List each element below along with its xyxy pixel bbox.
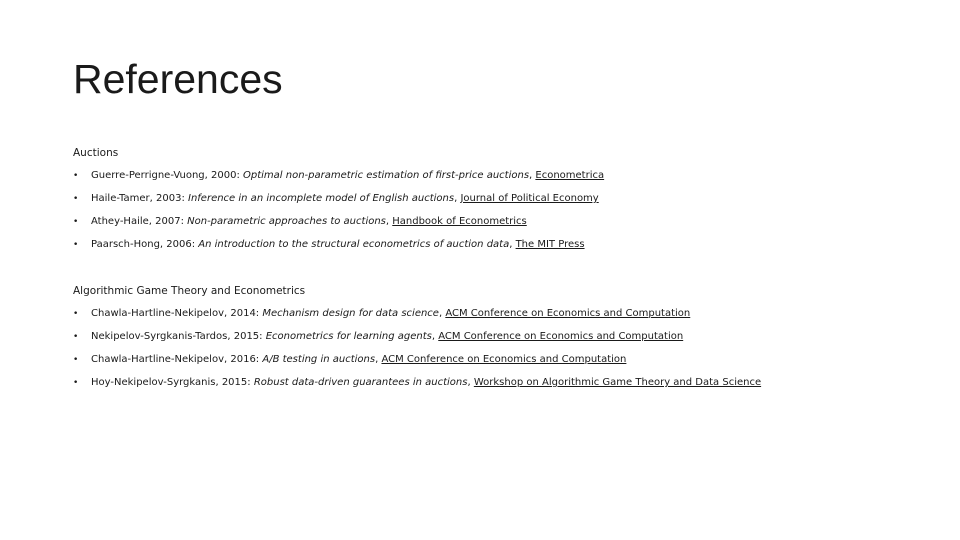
reference-authors: Hoy-Nekipelov-Syrgkanis, 2015: [91,377,254,388]
section-heading-auctions: Auctions [73,147,119,159]
reference-separator: , [438,308,446,319]
reference-venue-link[interactable]: ACM Conference on Economics and Computation [381,354,627,365]
reference-text [91,307,690,321]
bullet-icon: • [73,171,79,181]
reference-text [91,215,527,229]
reference-venue-link[interactable]: ACM Conference on Economics and Computation [445,308,691,319]
reference-authors: Chawla-Hartline-Nekipelov, 2014: [91,308,263,319]
reference-title: A/B testing in auctions [262,354,376,365]
reference-venue-link[interactable]: ACM Conference on Economics and Computation [438,331,684,342]
reference-text [91,192,599,206]
reference-venue-link[interactable]: Handbook of Econometrics [392,216,527,227]
bullet-icon: • [73,355,79,365]
reference-title: Robust data-driven guarantees in auctions [253,377,468,388]
reference-separator: , [431,331,439,342]
slide-title: References [73,56,283,102]
reference-text [91,330,683,344]
reference-separator: , [529,170,536,181]
reference-separator: , [467,377,474,388]
reference-title: Inference in an incomplete model of English auctions [188,193,455,204]
reference-venue-link[interactable]: Econometrica [535,170,605,181]
bullet-icon: • [73,378,79,388]
reference-venue-link[interactable]: Journal of Political Economy [460,193,599,204]
reference-separator: , [454,193,461,204]
reference-venue-link[interactable]: The MIT Press [515,239,585,250]
reference-title: An introduction to the structural econometrics of auction data [198,239,510,250]
reference-title: Optimal non-parametric estimation of first-price auctions [243,170,530,181]
reference-separator: , [375,354,382,365]
bullet-icon: • [73,194,79,204]
reference-title: Mechanism design for data science [262,308,439,319]
reference-separator: , [509,239,516,250]
reference-separator: , [385,216,393,227]
reference-authors: Chawla-Hartline-Nekipelov, 2016: [91,354,263,365]
reference-title: Non-parametric approaches to auctions [187,216,386,227]
section-heading-agt-econometrics: Algorithmic Game Theory and Econometrics [73,285,306,297]
reference-text [91,238,585,252]
reference-text [91,353,626,367]
reference-authors: Nekipelov-Syrgkanis-Tardos, 2015: [91,331,266,342]
bullet-icon: • [73,309,79,319]
reference-venue-link[interactable]: Workshop on Algorithmic Game Theory and Data Science [473,377,762,388]
bullet-icon: • [73,240,79,250]
reference-authors: Haile-Tamer, 2003: [91,193,188,204]
reference-authors: Paarsch-Hong, 2006: [91,239,199,250]
reference-authors: Athey-Haile, 2007: [91,216,188,227]
reference-text [91,169,604,183]
bullet-icon: • [73,332,79,342]
reference-title: Econometrics for learning agents [265,331,432,342]
reference-text [91,376,761,390]
bullet-icon: • [73,217,79,227]
reference-authors: Guerre-Perrigne-Vuong, 2000: [91,170,243,181]
